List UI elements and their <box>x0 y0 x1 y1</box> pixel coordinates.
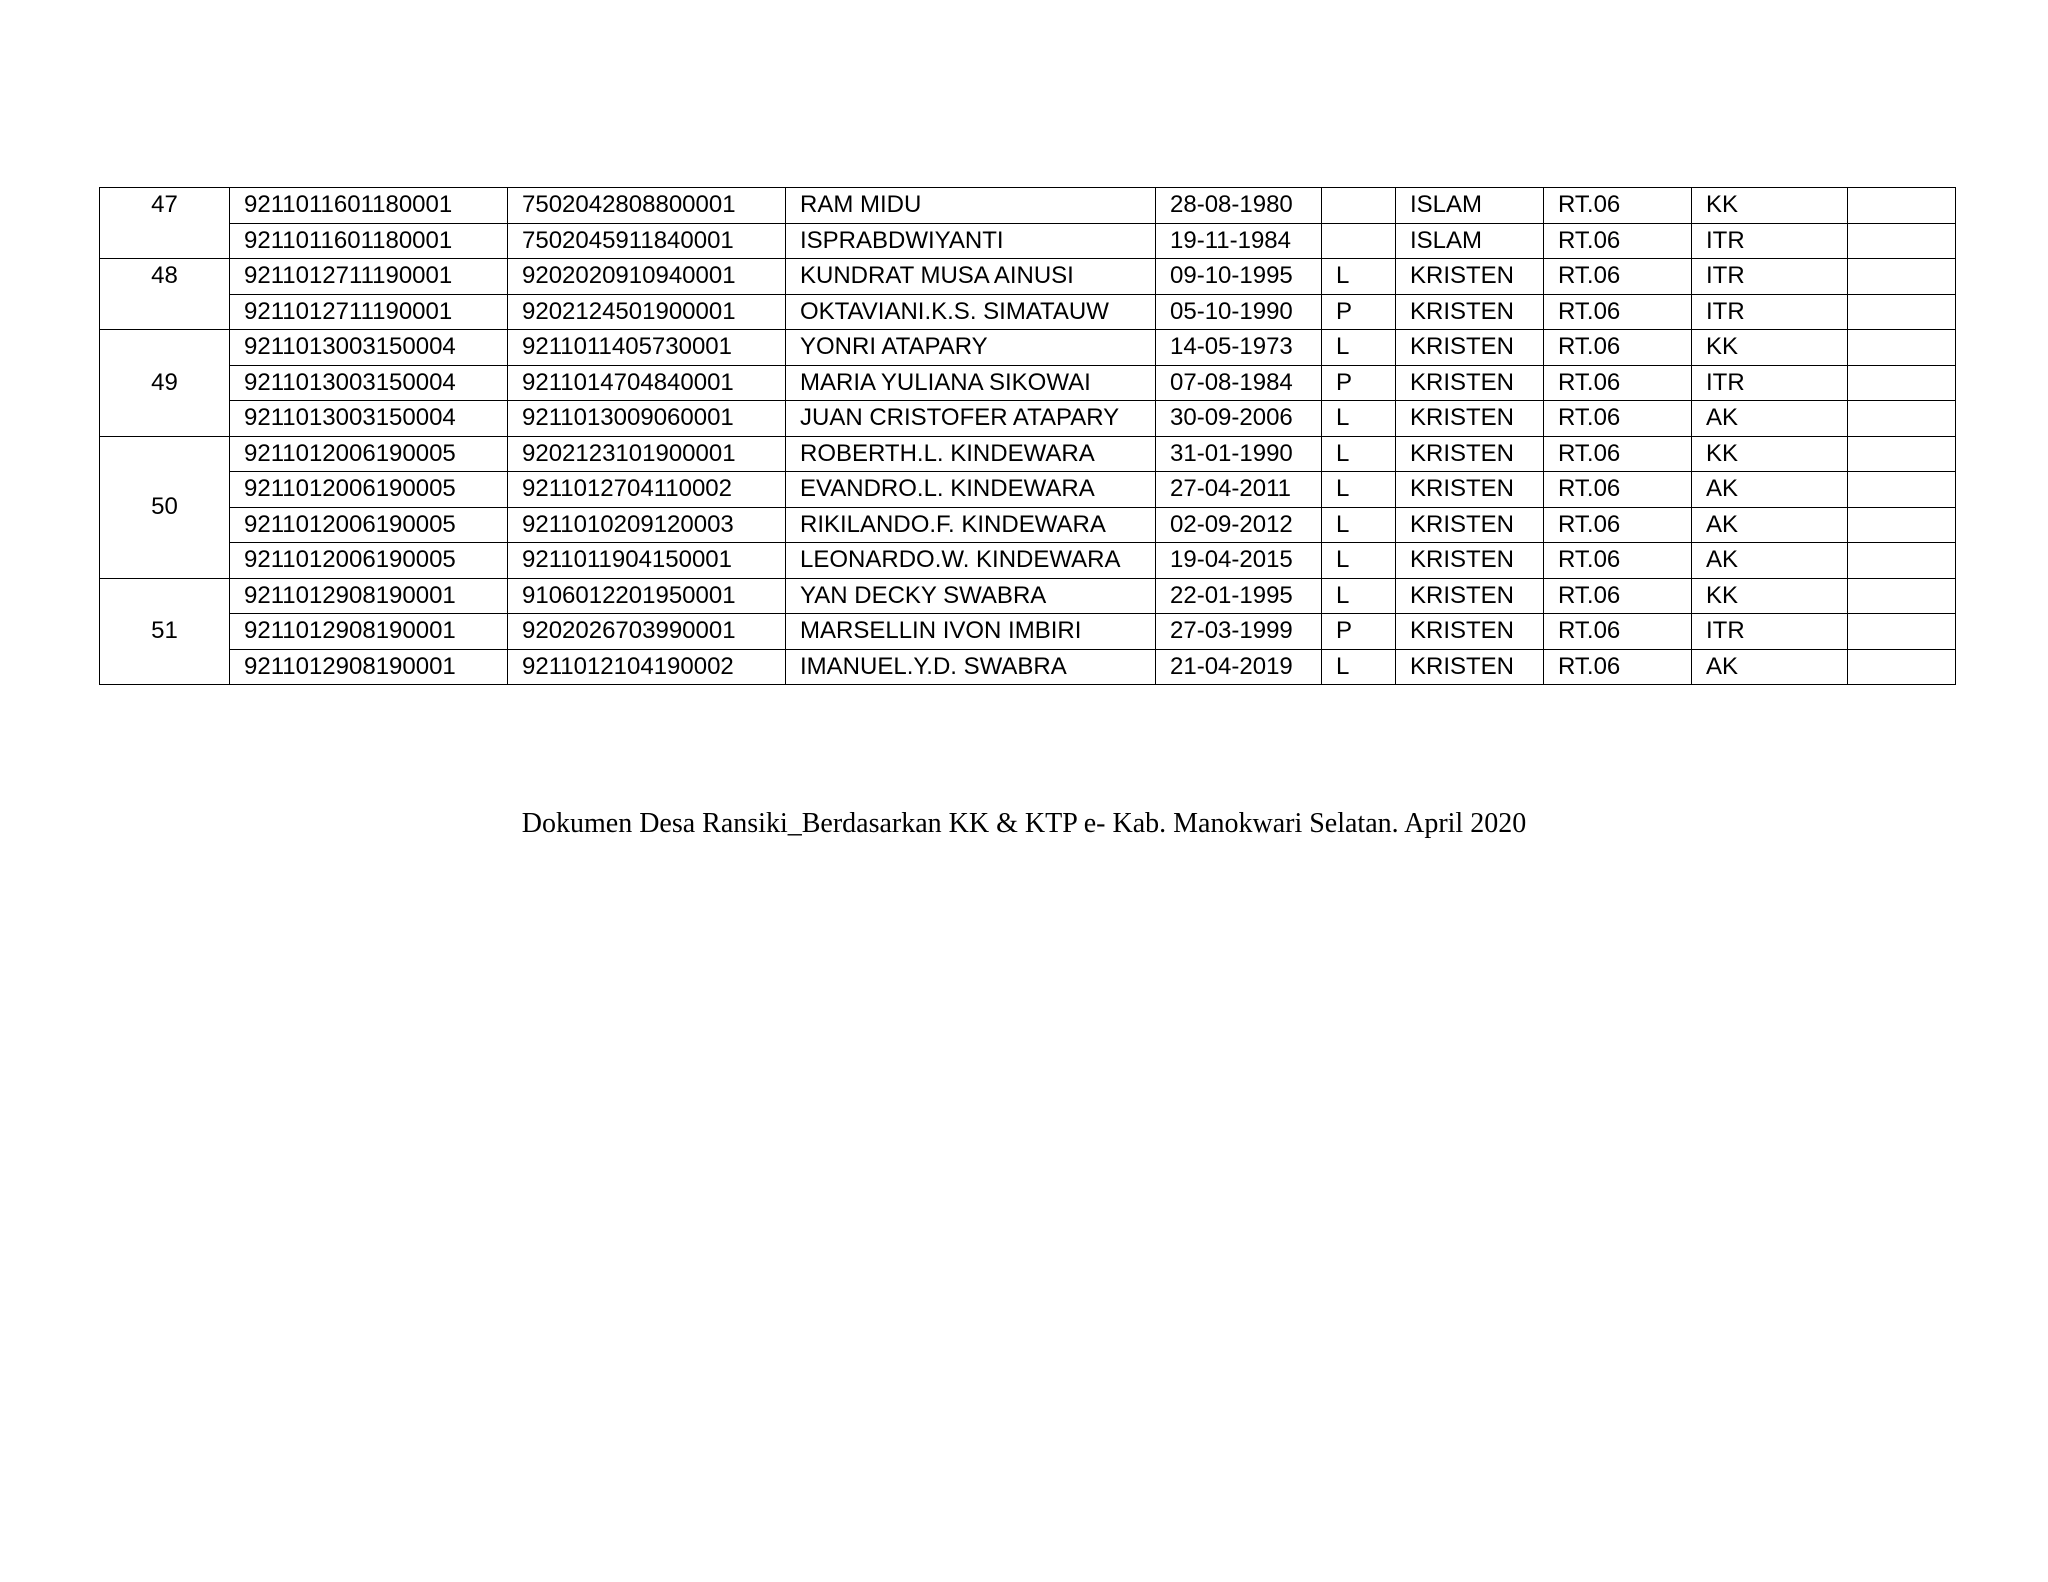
birth-date-cell: 31-01-1990 <box>1156 436 1322 472</box>
family-status-cell: ITR <box>1692 259 1848 295</box>
nik-cell: 9106012201950001 <box>508 578 786 614</box>
gender-cell <box>1322 188 1396 224</box>
nik-cell: 9211012104190002 <box>508 649 786 685</box>
birth-date-cell: 21-04-2019 <box>1156 649 1322 685</box>
family-status-cell: KK <box>1692 578 1848 614</box>
birth-date-cell: 28-08-1980 <box>1156 188 1322 224</box>
rt-cell: RT.06 <box>1544 259 1692 295</box>
birth-date-cell: 22-01-1995 <box>1156 578 1322 614</box>
family-status-cell: AK <box>1692 543 1848 579</box>
name-cell: RAM MIDU <box>786 188 1156 224</box>
family-status-cell: AK <box>1692 507 1848 543</box>
name-cell: MARSELLIN IVON IMBIRI <box>786 614 1156 650</box>
nik-cell: 9211013009060001 <box>508 401 786 437</box>
kk-number-cell: 9211012006190005 <box>230 472 508 508</box>
kk-number-cell: 9211012006190005 <box>230 436 508 472</box>
gender-cell: L <box>1322 330 1396 366</box>
religion-cell: KRISTEN <box>1396 507 1544 543</box>
kk-number-cell: 9211012711190001 <box>230 294 508 330</box>
table-row <box>100 578 1956 614</box>
religion-cell: KRISTEN <box>1396 578 1544 614</box>
rt-cell: RT.06 <box>1544 188 1692 224</box>
name-cell: KUNDRAT MUSA AINUSI <box>786 259 1156 295</box>
group-number-cell: 49 <box>100 330 230 437</box>
family-status-cell: AK <box>1692 401 1848 437</box>
nik-cell: 7502045911840001 <box>508 223 786 259</box>
note-cell <box>1848 330 1956 366</box>
gender-cell: P <box>1322 614 1396 650</box>
name-cell: YONRI ATAPARY <box>786 330 1156 366</box>
kk-number-cell: 9211012006190005 <box>230 543 508 579</box>
document-footer-note: Dokumen Desa Ransiki_Berdasarkan KK & KTP e- Kab. Manokwari Selatan. April 2020 <box>521 808 1527 839</box>
family-status-cell: ITR <box>1692 223 1848 259</box>
family-status-cell: ITR <box>1692 294 1848 330</box>
table-row <box>100 188 1956 224</box>
group-number-cell: 48 <box>100 259 230 330</box>
table-row <box>100 436 1956 472</box>
gender-cell: P <box>1322 365 1396 401</box>
religion-cell: ISLAM <box>1396 188 1544 224</box>
note-cell <box>1848 614 1956 650</box>
birth-date-cell: 30-09-2006 <box>1156 401 1322 437</box>
name-cell: EVANDRO.L. KINDEWARA <box>786 472 1156 508</box>
family-status-cell: AK <box>1692 472 1848 508</box>
kk-number-cell: 9211012711190001 <box>230 259 508 295</box>
gender-cell: L <box>1322 401 1396 437</box>
birth-date-cell: 27-03-1999 <box>1156 614 1322 650</box>
name-cell: MARIA YULIANA SIKOWAI <box>786 365 1156 401</box>
name-cell: YAN DECKY SWABRA <box>786 578 1156 614</box>
nik-cell: 9211011904150001 <box>508 543 786 579</box>
birth-date-cell: 05-10-1990 <box>1156 294 1322 330</box>
rt-cell: RT.06 <box>1544 578 1692 614</box>
kk-number-cell: 9211012006190005 <box>230 507 508 543</box>
birth-date-cell: 02-09-2012 <box>1156 507 1322 543</box>
kk-number-cell: 9211013003150004 <box>230 330 508 366</box>
gender-cell: L <box>1322 649 1396 685</box>
birth-date-cell: 14-05-1973 <box>1156 330 1322 366</box>
kk-number-cell: 9211012908190001 <box>230 578 508 614</box>
nik-cell: 7502042808800001 <box>508 188 786 224</box>
religion-cell: KRISTEN <box>1396 436 1544 472</box>
name-cell: LEONARDO.W. KINDEWARA <box>786 543 1156 579</box>
gender-cell: L <box>1322 543 1396 579</box>
table-row <box>100 223 1956 259</box>
name-cell: RIKILANDO.F. KINDEWARA <box>786 507 1156 543</box>
nik-cell: 9202124501900001 <box>508 294 786 330</box>
name-cell: ISPRABDWIYANTI <box>786 223 1156 259</box>
rt-cell: RT.06 <box>1544 507 1692 543</box>
note-cell <box>1848 223 1956 259</box>
religion-cell: ISLAM <box>1396 223 1544 259</box>
note-cell <box>1848 472 1956 508</box>
note-cell <box>1848 543 1956 579</box>
note-cell <box>1848 578 1956 614</box>
table-row <box>100 472 1956 508</box>
kk-number-cell: 9211013003150004 <box>230 365 508 401</box>
rt-cell: RT.06 <box>1544 649 1692 685</box>
gender-cell: P <box>1322 294 1396 330</box>
note-cell <box>1848 507 1956 543</box>
birth-date-cell: 27-04-2011 <box>1156 472 1322 508</box>
gender-cell: L <box>1322 436 1396 472</box>
gender-cell: L <box>1322 578 1396 614</box>
table-row <box>100 507 1956 543</box>
religion-cell: KRISTEN <box>1396 649 1544 685</box>
birth-date-cell: 07-08-1984 <box>1156 365 1322 401</box>
nik-cell: 9202123101900001 <box>508 436 786 472</box>
table-row <box>100 365 1956 401</box>
family-status-cell: ITR <box>1692 365 1848 401</box>
religion-cell: KRISTEN <box>1396 614 1544 650</box>
family-status-cell: KK <box>1692 330 1848 366</box>
table-body <box>100 188 1956 685</box>
kk-number-cell: 9211011601180001 <box>230 223 508 259</box>
table-row <box>100 330 1956 366</box>
rt-cell: RT.06 <box>1544 223 1692 259</box>
birth-date-cell: 09-10-1995 <box>1156 259 1322 295</box>
family-status-cell: ITR <box>1692 614 1848 650</box>
nik-cell: 9211012704110002 <box>508 472 786 508</box>
nik-cell: 9202020910940001 <box>508 259 786 295</box>
rt-cell: RT.06 <box>1544 401 1692 437</box>
rt-cell: RT.06 <box>1544 543 1692 579</box>
kk-number-cell: 9211012908190001 <box>230 649 508 685</box>
name-cell: JUAN CRISTOFER ATAPARY <box>786 401 1156 437</box>
table-row <box>100 259 1956 295</box>
table-row <box>100 294 1956 330</box>
religion-cell: KRISTEN <box>1396 294 1544 330</box>
rt-cell: RT.06 <box>1544 472 1692 508</box>
kk-number-cell: 9211011601180001 <box>230 188 508 224</box>
kk-number-cell: 9211012908190001 <box>230 614 508 650</box>
religion-cell: KRISTEN <box>1396 330 1544 366</box>
religion-cell: KRISTEN <box>1396 472 1544 508</box>
gender-cell: L <box>1322 472 1396 508</box>
table-row <box>100 649 1956 685</box>
note-cell <box>1848 436 1956 472</box>
kk-number-cell: 9211013003150004 <box>230 401 508 437</box>
nik-cell: 9211011405730001 <box>508 330 786 366</box>
rt-cell: RT.06 <box>1544 365 1692 401</box>
note-cell <box>1848 259 1956 295</box>
nik-cell: 9211010209120003 <box>508 507 786 543</box>
birth-date-cell: 19-11-1984 <box>1156 223 1322 259</box>
table-row <box>100 401 1956 437</box>
rt-cell: RT.06 <box>1544 294 1692 330</box>
note-cell <box>1848 401 1956 437</box>
group-number-cell: 51 <box>100 578 230 685</box>
nik-cell: 9202026703990001 <box>508 614 786 650</box>
gender-cell: L <box>1322 507 1396 543</box>
religion-cell: KRISTEN <box>1396 543 1544 579</box>
note-cell <box>1848 649 1956 685</box>
gender-cell <box>1322 223 1396 259</box>
name-cell: OKTAVIANI.K.S. SIMATAUW <box>786 294 1156 330</box>
group-number-cell: 50 <box>100 436 230 578</box>
name-cell: ROBERTH.L. KINDEWARA <box>786 436 1156 472</box>
note-cell <box>1848 188 1956 224</box>
birth-date-cell: 19-04-2015 <box>1156 543 1322 579</box>
rt-cell: RT.06 <box>1544 614 1692 650</box>
rt-cell: RT.06 <box>1544 436 1692 472</box>
religion-cell: KRISTEN <box>1396 365 1544 401</box>
group-number-cell: 47 <box>100 188 230 259</box>
table-row <box>100 543 1956 579</box>
name-cell: IMANUEL.Y.D. SWABRA <box>786 649 1156 685</box>
note-cell <box>1848 365 1956 401</box>
family-status-cell: KK <box>1692 436 1848 472</box>
rt-cell: RT.06 <box>1544 330 1692 366</box>
gender-cell: L <box>1322 259 1396 295</box>
family-status-cell: AK <box>1692 649 1848 685</box>
table-row <box>100 614 1956 650</box>
family-status-cell: KK <box>1692 188 1848 224</box>
population-table <box>99 187 1956 685</box>
religion-cell: KRISTEN <box>1396 259 1544 295</box>
population-table-wrapper <box>99 187 1955 685</box>
nik-cell: 9211014704840001 <box>508 365 786 401</box>
religion-cell: KRISTEN <box>1396 401 1544 437</box>
note-cell <box>1848 294 1956 330</box>
